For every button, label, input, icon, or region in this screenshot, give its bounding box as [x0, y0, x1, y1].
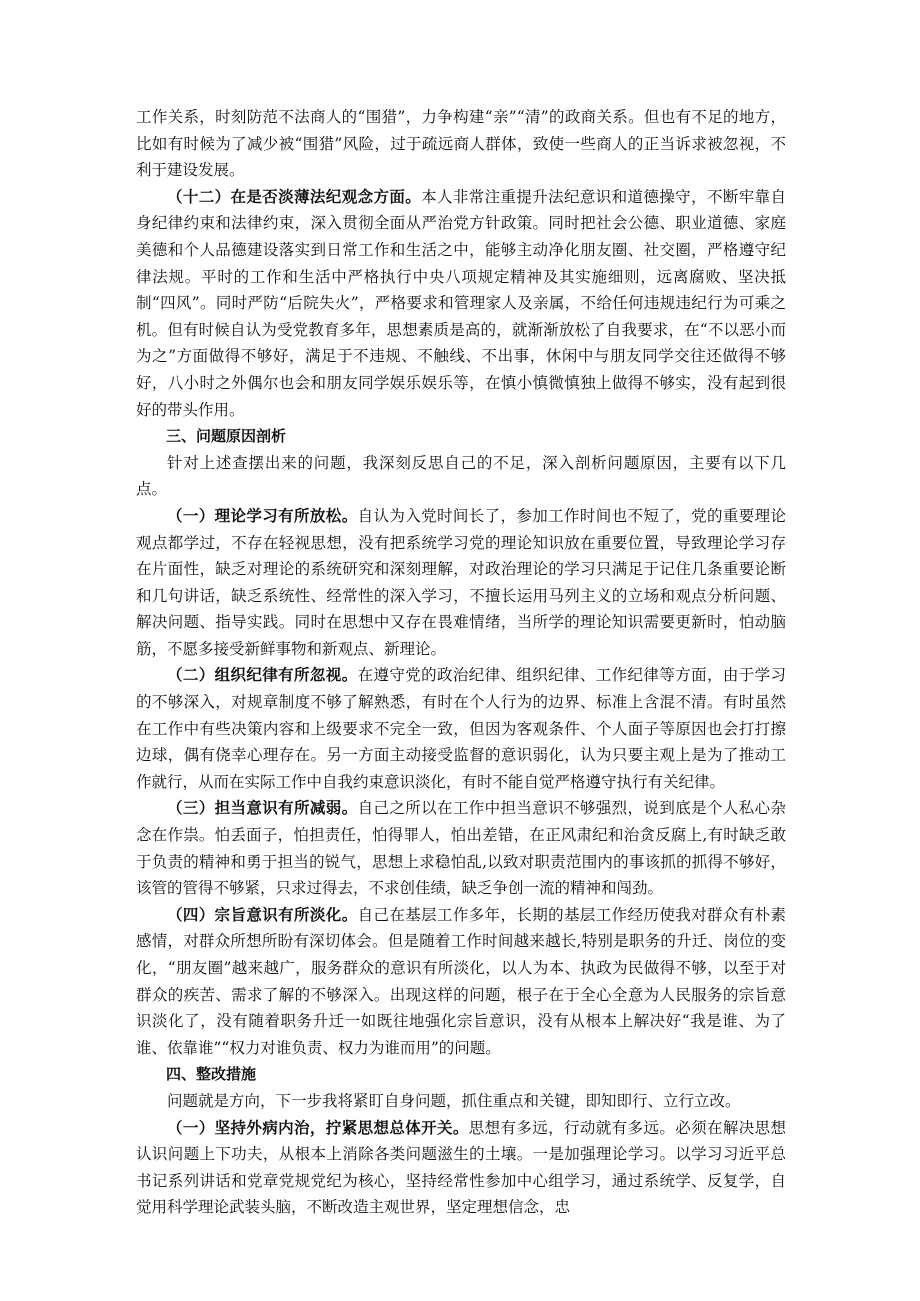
section-4-intro: 问题就是方向，下一步我将紧盯自身问题，抓住重点和关键，即知即行、立行立改。	[167, 1091, 741, 1110]
cause-item-2-body: 在遵守党的政治纪律、组织纪律、工作纪律等方面，由于学习的不够深入，对规章制度不够了解熟悉，有时在个人行为的边界、标准上含混不清。有时虽然在工作中有些决策内容和上级要求不完全一致，但因为客观条件、个人面子等原因也会打打擦边球，偶有侥幸心理存在。另一方面主动接受监督的意识弱化，认为只要主观上是为了推动工作就行，从而在实际工作中自我约束意识淡化，有时不能自觉严格遵守执行有关纪律。	[136, 666, 786, 791]
paragraph-item-12	[136, 184, 786, 423]
measure-item-1-body: 思想有多远，行动就有多远。必须在解决思想认识问题上下功夫，从根本上消除各类问题滋生的土壤。一是加强理论学习。以学习习近平总书记系列讲话和党章党规党纪为核心，坚持经常性参加中心组学习，通过系统学、反复学，自觉用科学理论武装头脑，不断改造主观世界，坚定理想信念，忠	[136, 1118, 786, 1217]
cause-item-2-lead: （二）组织纪律有所忽视。	[167, 665, 358, 685]
cause-item-3	[136, 795, 786, 901]
document-page	[136, 104, 786, 1221]
cause-item-4-body: 自己在基层工作多年，长期的基层工作经历使我对群众有朴素感情，对群众所想所盼有深切体会。但是随着工作时间越来越长,特别是职务的升迁、岗位的变化，“朋友圈”越来越广，服务群众的意识有所淡化，以人为本、执政为民做得不够，以至于对群众的疾苦、需求了解的不够深入。出现这样的问题，根子在于全心全意为人民服务的宗旨意识淡化了，没有随着职务升迁一如既往地强化宗旨意识，没有从根本上解决好“我是谁、为了谁、依靠谁”“权力对谁负责、权力为谁而用”的问题。	[136, 905, 786, 1057]
cause-item-3-body: 自己之所以在工作中担当意识不够强烈，说到底是个人私心杂念在作祟。怕丢面子，怕担责任，怕得罪人，怕出差错，在正风肃纪和治贪反腐上,有时缺乏敢于负责的精神和勇于担当的锐气，思想上求稳怕乱,以致对职责范围内的事该抓的抓得不够好，该管的管得不够紧，只求过得去，不求创佳绩，缺乏争创一流的精神和闯劲。	[136, 799, 786, 898]
section-3-intro: 针对上述查摆出来的问题，我深刻反思自己的不足，深入剖析问题原因，主要有以下几点。	[136, 453, 786, 499]
cause-item-1-lead: （一）理论学习有所放松。	[167, 505, 358, 525]
cause-item-4-lead: （四）宗旨意识有所淡化。	[167, 904, 358, 924]
section-3-heading: 三、问题原因剖析	[166, 427, 287, 446]
paragraph-intro: 工作关系，时刻防范不法商人的“围猎”，力争构建“亲”“清”的政商关系。但也有不足的地方，比如有时候为了减少被“围猎”风险，过于疏远商人群体，致使一些商人的正当诉求被忽视，不利于建设发展。	[136, 108, 786, 180]
cause-item-2	[136, 662, 786, 795]
cause-item-1	[136, 503, 786, 663]
item-12-lead: （十二）在是否淡薄法纪观念方面。	[167, 186, 422, 206]
measure-item-1-lead: （一）坚持外病内治，拧紧思想总体开关。	[167, 1117, 469, 1137]
cause-item-4	[136, 902, 786, 1062]
measure-item-1	[136, 1115, 786, 1221]
cause-item-1-body: 自认为入党时间长了，参加工作时间也不短了，党的重要理论观点都学过，不存在轻视思想，没有把系统学习党的理论知识放在重要位置，导致理论学习存在片面性，缺乏对理论的系统研究和深刻理解，对政治理论的学习只满足于记住几条重要论断和几句讲话，缺乏系统性、经常性的深入学习，不擅长运用马列主义的立场和观点分析问题、解决问题、指导实践。同时在思想中又存在畏难情绪，当所学的理论知识需要更新时，怕动脑筋，不愿多接受新鲜事物和新观点、新理论。	[136, 506, 786, 658]
item-12-body: 本人非常注重提升法纪意识和道德操守，不断牢靠自身纪律约束和法律约束，深入贯彻全面从严治党方针政策。同时把社会公德、职业道德、家庭美德和个人品德建设落实到日常工作和生活之中，能够主动净化朋友圈、社交圈，严格遵守纪律法规。平时的工作和生活中严格执行中央八项规定精神及其实施细则，远离腐败、坚决抵制“四风”。同时严防“后院失火”，严格要求和管理家人及亲属，不给任何违规违纪行为可乘之机。但有时候自认为受党教育多年，思想素质是高的，就渐渐放松了自我要求，在“不以恶小而为之”方面做得不够好，满足于不违规、不触线、不出事，休闲中与朋友同学交往还做得不够好，八小时之外偶尔也会和朋友同学娱乐娱乐等，在慎小慎微慎独上做得不够实，没有起到很好的带头作用。	[136, 187, 786, 419]
cause-item-3-lead: （三）担当意识有所减弱。	[167, 798, 358, 818]
section-4-heading: 四、整改措施	[166, 1065, 257, 1084]
